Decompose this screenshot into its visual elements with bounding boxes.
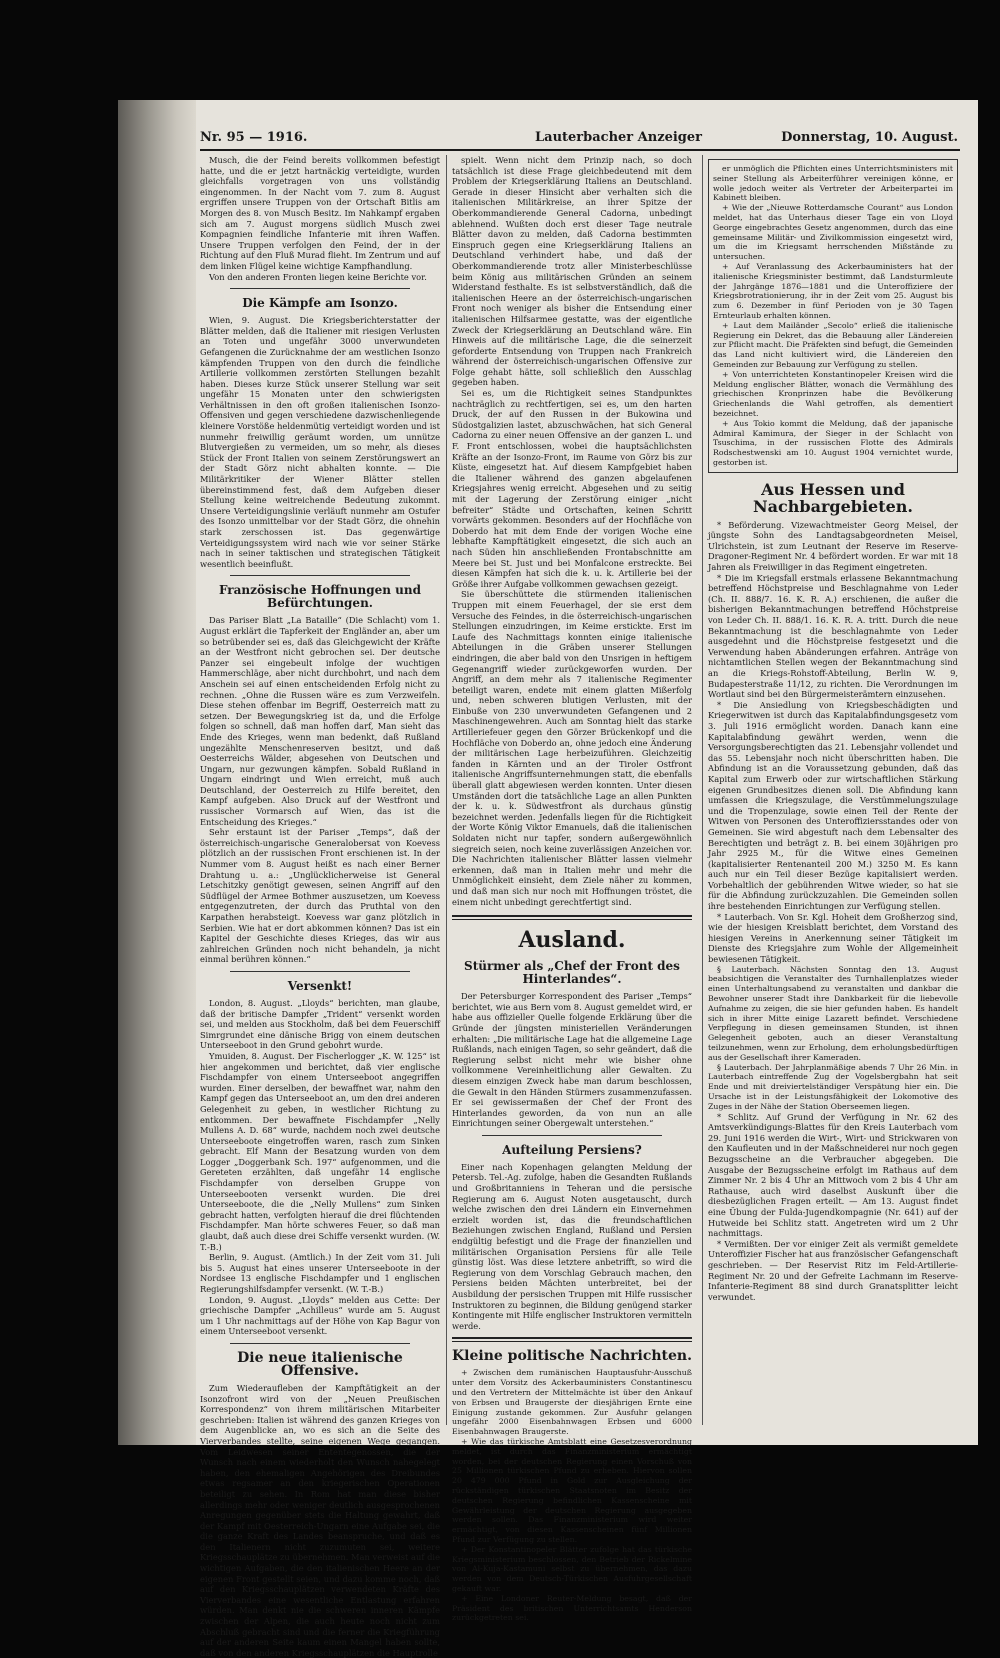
article-text: Berlin, 9. August. (Amtlich.) In der Zeit vom 31. Juli bis 5. August hat eines unserer Unterseeboote in der Nordsee 13 englische Fischdampfer und 1 englischen Regierungshilfsdampfer versenkt. (W. T.-B.) <box>200 1252 440 1294</box>
article-text: * Lauterbach. Von Sr. Kgl. Hoheit dem Großherzog sind, wie der hiesigen Kreisblatt berichtet, dem Vorstand des hiesigen Vereins in Anerkennung seiner Tätigkeit im Dienste des Kriegsjahre zum Wohle der Allgemeinheit bewiesenen Tätigkeit. <box>708 911 958 965</box>
article-text: § Lauterbach. Nächsten Sonntag den 13. August beabsichtigen die Veranstalter des Turnhallenplatzes wieder einen Unterhaltungsabend zu veranstalten und dankbar die Bewohner unserer Stadt ihre Dankbarkeit für die liebevolle Aufnahme zu zeigen, die sie hier gefunden haben. Es handelt sich in ihrer Mitte einige Lazarett befindet. Verschiedene Verpflegung in diesen gemeinsamen Stunden, ist ihnen Gelegenheit geboten, auch an dieser Veranstaltung teilzunehmen, wenn zur Erholung, dem erholungsbedürftigen aus der Gesellschaft ihrer Kameraden. <box>708 964 958 1062</box>
article-heading: Die Kämpfe am Isonzo. <box>242 296 398 311</box>
article-text: Der Petersburger Korrespondent des Pariser „Temps“ berichtet, wie aus Bern vom 8. August gemeldet wird, er habe aus offizieller Quelle folgende Erklärung über die Gründe der jüngsten ministeriellen Veränderungen erhalten: „Die militärische Lage hat die allgemeine Lage Rußlands, nach einigen Tagen, so sehr geändert, daß die Regierung selbst nicht mehr wie bisher ohne vollkommene Vereinheitlichung aller Gewalten. Zu diesem einzigen Zweck habe man darum beschlossen, die Gewalt in den Händen Stürmers zusammenzufassen. Er sei gewissermaßen der Chef der Front des Hinterlandes geworden, da von nun an alle Einrichtungen seiner Obergewalt unterstehen.“ <box>452 991 692 1129</box>
news-item: + Zwischen dem rumänischen Hauptausfuhr-Ausschuß unter dem Vorsitz des Ackerbauministers Constantinescu und den Vertretern der Mittelmächte ist über den Ankauf von Erbsen und Braugerste der diesjährigen Ernte eine Einigung zustande gekommen. Zur Ausfuhr gelangen ungefähr 2000 Eisenbahnwagen Erbsen und 6000 Eisenbahnwagen Braugerste. <box>452 1368 692 1437</box>
divider <box>230 971 410 972</box>
section-heading: Aus Hessen und Nachbargebieten. <box>753 479 913 516</box>
article-text: § Lauterbach. Der Jahrplanmäßige abends 7 Uhr 26 Min. in Lauterbach eintreffende Zug der Vogelsbergbahn hat seit Ende und mit dreiviertelständiger Verspätung hier ein. Die Ursache ist in der Leistungsfähigkeit der Lokomotive des Zuges in der Nähe der Station Oberseemen liegen. <box>708 1062 958 1111</box>
article-text: Sie überschüttete die stürmenden italienischen Truppen mit einem Feuerhagel, der sie erst dem Versuche des Feindes, in die österreichisch-ungarischen Stellungen einzudringen, im Keime erstickte. Erst im Laufe des Nachmittags konnten einige italienische Abteilungen in die Gräben unserer Stellungen eindringen, die aber bald von den Unsrigen in heftigem Gegenangriff wieder zurückgeworfen wurden. Der Angriff, an dem mehr als 7 italienische Regimenter beteiligt waren, endete mit einem glatten Mißerfolg und, neben schweren blutigen Verlusten, mit der Einbuße von 230 unverwundeten Gefangenen und 2 Maschinengewehren. Auch am Sonntag hielt das starke Artilleriefeuer gegen den Görzer Brückenkopf und die Hochfläche von Doberdo an, ohne jedoch eine Änderung der militärischen Lage herbeizuführen. Gleichzeitig fanden in Kärnten und an der Tiroler Ostfront italienische Angriffsunternehmungen statt, die ebenfalls überall glatt abgewiesen werden konnten. Unter diesen Umständen dort die tatsächliche Lage an allen Punkten der k. u. k. Südwestfront als durchaus günstig bezeichnet werden. Jedenfalls liegen für die Richtigkeit der Worte König Viktor Emanuels, daß die italienischen Soldaten nicht nur tapfer, sondern außergewöhnlich siegreich seien, noch keine zuverlässigen Anzeichen vor. Die Nachrichten italienischer Blätter lassen vielmehr erkennen, daß man in Italien mehr und mehr die Unmöglichkeit einsieht, dem Ziele näher zu kommen, und daß man sich nur noch mit Hoffnungen tröstet, die einem nicht unbedingt gerechtfertigt sind. <box>452 589 692 907</box>
news-item: + Wie der „Nieuwe Rotterdamsche Courant“ aus London meldet, hat das Unterhaus dieser Tage ein von Lloyd George eingebrachtes Gesetz angenommen, durch das eine gemeinsame Militär- und Zivilkommission eingesetzt wird, um die im Kriegsamt herrschenden Mißstände zu untersuchen. <box>713 203 953 262</box>
news-box <box>708 159 958 473</box>
section-rule <box>452 1337 692 1342</box>
news-item: + Wie das türkische Amtsblatt eine Gesetzesverordnung meldet, ist durch das Finanzministerium ermächtigt worden, bei der deutschen Regierung einen Vorschuß von 25 Millionen türkischen Pfund zu erheben. Hiervon sollen 20 479 000 Pfund in Gold zur Ausgleichung der rückständigen türkischen Staatsnoten im Besitz der deutschen Regierung befindlichen Kassenscheine mit Gewährleistung der deutschen Regierung ausgegeben werden sollen. Das Finanzministerium wird weiter ermächtigt, von diesen Kassenscheinen fünf Millionen Pfund zur Verfügung zu stellen. <box>452 1436 692 1544</box>
column-1 <box>200 155 440 1658</box>
article-heading: Versenkt! <box>287 978 353 993</box>
divider <box>230 288 410 289</box>
article-heading: Französische Hoffnungen und Befürchtungen. <box>219 583 421 611</box>
article-text: Sei es, um die Richtigkeit seines Standpunktes nachträglich zu rechtfertigen, sei es, um den harten Druck, der auf den Russen in der Bukowina und Südostgalizien lastet, abzuschwächen, hat sich General Cadorna zu einer neuen Offensive an der ganzen L. und F. Front entschlossen, wobei die hauptsächlichsten Kräfte an der Isonzo-Front, im Raume von Görz bis zur Küste, eingesetzt hat. Auf diesem Kampfgebiet haben die Italiener während des ganzen abgelaufenen Kriegsjahres wenig erreicht. Abgesehen und zu seitig mit der Lagerung der Zerstörung einiger „nicht befreiter“ Städte und Ortschaften, keinen Schritt vorwärts gekommen. Besonders auf der Hochfläche von Doberdo hat mit dem Ende der vorigen Woche eine lebhafte Kampftätigkeit eingesetzt, die sich auch an nach Süden hin anschließenden Frontabschnitte am Meere bei St. Just und bei Monfalcone erstreckte. Bei diesen Kämpfen hat sich die k. u. k. Artillerie bei der Größe ihrer Aufgabe vollkommen gewachsen gezeigt. <box>452 388 692 589</box>
article-text: Das Pariser Blatt „La Bataille“ (Die Schlacht) vom 1. August erklärt die Tapferkeit der Engländer an, aber um so betrübender sei es, daß das Gleichgewicht der Kräfte an der Westfront nicht gebrochen sei. Der deutsche Panzer sei eingebeult infolge der wuchtigen Hammerschläge, aber nicht durchbohrt, und nach dem Anschein sei auf einen entscheidenden Erfolg nicht zu rechnen. „Ohne die Russen wäre es zum Verzweifeln. Diese stehen offenbar im Begriff, Oesterreich matt zu setzen. Der Bewegungskrieg ist da, und die Erfolge folgen so schnell, daß man hoffen darf, Man sieht das Ende des Krieges, wenn man bedenkt, daß Rußland ungezählte Menschenreserven besitzt, und daß Oesterreichs Wälder, abgesehen von Deutschen und Ungarn, nur gezwungen kämpfen. Sobald Rußland in Ungarn eindringt und Wien erreicht, muß auch Deutschland, der Oesterreich zu Hilfe bereitet, den Kampf aufgeben. Also Druck auf der Westfront und russischer Vormarsch auf Wien, das ist die Entscheidung des Krieges.“ <box>200 615 440 827</box>
divider <box>482 1135 662 1136</box>
divider <box>230 1343 410 1344</box>
article-text: * Beförderung. Vizewachtmeister Georg Meisel, der jüngste Sohn des Landtagsabgeordneten Meisel, Ulrichstein, ist zum Leutnant der Reserve im Reserve-Dragoner-Regiment Nr. 4 befördert worden. Er war mit 18 Jahren als Freiwilliger in das Regiment eingetreten. <box>708 519 958 573</box>
issue-date: Donnerstag, 10. August. <box>781 130 958 145</box>
article-text: Zum Wiederaufleben der Kampftätigkeit an der Isonzofront wird von der „Neuen Preußischen Korrespondenz“ von ihrem militärischen Mitarbeiter geschrieben: Italien ist während des ganzen Krieges von dem Augenblicke an, wo es sich an die Seite des Vierverbandes stellte, seine eigenen Wege gegangen. Vom Leidwesen seiner Ententegenossen, die der Wunsch nach einem wiederholt den Wunsch nahegelegt haben, den ehemaligen Angehörigen des Dreibundes etwas regsamer an den kriegerischen Operationen beteiligt zu sehen. In Rom hat man diese bisher allerdings mehr oder weniger deutlich ausgesprochenen Anregungen gegenüber stets die Haltung gewahrt, daß der Kampf mit Oesterreich-Ungarn eine Aufgabe sei, die die ganze Kraft des Landes beanspruche, und daß es den Italienern nicht zuzumuten sei, weitere Kriegsschauplätze zu übernehmen. Man verweist auf die wichtigen Aufgaben, die den italienischen Heere an der eigenen Front gestellt seien, und dazu komme noch, daß auf den Kriegsschauplätzen verwendeten Kräfte des Vierverbandes eine wesentliche Entlastung erfahren würden. Man denkt nie die schweren inneren Kämpfe zwischen der Alpen, die auch heute noch nicht zum Abschluß gebracht sind und die ferner die Kriegführung auf der anderen Seite kaum einen Mangel haben sollte, daß von den anderen Kriegsschauplätzen die Hauptrolle <box>200 1382 440 1658</box>
article-text: Einer nach Kopenhagen gelangten Meldung der Petersb. Tel.-Ag. zufolge, haben die Gesandten Rußlands und Großbritanniens in Teheran und die persische Regierung am 6. August Noten ausgetauscht, durch welche zwischen den drei Ländern ein Einvernehmen erzielt worden ist, das die freundschaftlichen Beziehungen zwischen England, Rußland und Persien endgültig befestigt und die Frage der finanziellen und militärischen Organisation Persiens für alle Teile günstig löst. Was diese letztere anbetrifft, so wird die Regierung von dem Vorschlag Gebrauch machen, den Persiens beiden Mächten unterbreitet, bei der Ausbildung der persischen Truppen mit Hilfe russischer Instruktoren zu beginnen, die Bildung genügend starker Kontingente mit Hilfe englischer Instruktoren vermitteln werde. <box>452 1161 692 1331</box>
article-text: * Vermißten. Der vor einiger Zeit als vermißt gemeldete Unteroffizier Fischer hat aus französischer Gefangenschaft geschrieben. — Der Reservist Ritz im Feld-Artillerie-Regiment Nr. 20 und der Gefreite Lachmann im Reserve-Infanterie-Regiment 88 sind durch Granatsplitter leicht verwundet. <box>708 1238 958 1302</box>
news-item: + Auf Veranlassung des Ackerbauministers hat der italienische Kriegsminister bestimmt, daß Landsturmleute der Jahrgänge 1876—1881 und die Unteroffiziere der Kriegsbrotrationierung, ihr in der Zeit vom 25. August bis zum 6. Dezember in fünf Perioden von je 30 Tagen Ernteurlaub erhalten können. <box>713 261 953 320</box>
article-text: London, 8. August. „Lloyds“ berichten, man glaube, daß der britische Dampfer „Trident“ versenkt worden sei, und melden aus Stockholm, daß bei dem Feuerschiff Simrgrundet eine dänische Brigg von einem deutschen Unterseeboot in den Grund gebohrt wurde. <box>200 997 440 1051</box>
news-item: er unmöglich die Pflichten eines Unterrichtsministers mit seiner Stellung als Arbeiterführer vereinigen könne, er wolle jedoch weiter als Vertreter der Arbeiterpartei im Kabinett bleiben. <box>713 164 953 203</box>
news-item: + Aus Tokio kommt die Meldung, daß der japanische Admiral Kamimura, der Sieger in der Schlacht von Tsuschima, in der russischen Flotte des Admirals Rodschestwenski am 10. August 1904 vernichtet wurde, gestorben ist. <box>713 418 953 467</box>
newspaper-title: Lauterbacher Anzeiger <box>535 130 703 145</box>
issue-number: Nr. 95 — 1916. <box>200 130 308 145</box>
article-text: London, 9. August. „Lloyds“ melden aus Cette: Der griechische Dampfer „Achilleus“ wurde am 5. August um 1 Uhr nachmittags auf der Höhe von Kap Bagur von einem Unterseeboot versenkt. <box>200 1294 440 1337</box>
header-rule <box>200 149 960 151</box>
section-rule <box>452 915 692 920</box>
section-heading: Kleine politische Nachrichten. <box>452 1348 692 1365</box>
article-text: * Schlitz. Auf Grund der Verfügung in Nr. 62 des Amtsverkündigungs-Blattes für den Kreis Lauterbach vom 29. Juni 1916 werden die Wirt-, Wirt- und Strickwaren von den Kaufleuten und in der Maßschneiderei nur noch gegen Bezugsscheine an die Verbraucher abgegeben. Die Ausgabe der Bezugsscheine erfolgt im Rathaus auf dem Zimmer Nr. 2 bis 4 Uhr an Mittwoch vom 2 bis 4 Uhr am Rathause, auch wird daselbst Auskunft über die diesbezüglichen Fragen erteilt. — Am 13. August findet eine Übung der Fulda-Jugendkompagnie (Nr. 641) auf der Hutweide bei Schlitz statt. Angetreten wird um 2 Uhr nachmittags. <box>708 1111 958 1239</box>
news-item: + Eine Londoner Reuter-Meldung besagt, daß der Präsident des britischen Unterrichtsamts Henderson zurückgetreten sei. <box>452 1593 692 1623</box>
article-text: Musch, die der Feind bereits vollkommen befestigt hatte, und die er jetzt hartnäckig verteidigte, wurden gleichfalls vorgetragen von uns vollständig eingenommen. In der Nacht vom 7. zum 8. August ergriffen unsere Truppen von der Ortschaft Bitlis am Morgen des 8. von Musch Besitz. Im Nahkampf ergaben sich am 7. August morgens südlich Musch zwei Kompagnien feindliche Infanterie mit ihren Waffen. Unsere Truppen verfolgen den Feind, der in der Richtung auf den Fluß Murad flieht. Im Zentrum und auf dem linken Flügel keine wichtige Kampfhandlung. <box>200 155 440 271</box>
column-divider <box>446 155 447 1425</box>
news-item: + Laut dem Mailänder „Secolo“ erließ die italienische Regierung ein Dekret, das die Bebauung aller Ländereien zur Pflicht macht. Die Präfekten sind befugt, die Gemeinden das Land nicht kultiviert wird, die Ländereien den Gemeinden zur Bebauung zur Verfügung zu stellen. <box>713 320 953 369</box>
section-heading: Ausland. <box>518 927 626 954</box>
news-item: + Der Konstantinopeler Blätter zufolge hat das türkische Kriegsministerium beschlossen, den Betrieb der Rickelmine von Al-Kuja-Kastamuni selbst zu übernehmen, das dazu werden von dem Deutsch-Türkischen Ausfuhrgesellschaft gekauft war. <box>452 1544 692 1593</box>
newspaper-page <box>118 100 978 1658</box>
divider <box>230 575 410 576</box>
article-text: Ymuiden, 8. August. Der Fischerlogger „K. W. 125“ ist hier angekommen und berichtet, daß vier englische Fischdampfer von einem Unterseeboot angegriffen wurden. Einer derselben, der bewaffnet war, nahm den Kampf gegen das Unterseeboot an, um den drei anderen Gelegenheit zu geben, in westlicher Richtung zu entkommen. Der bewaffnete Fischdampfer „Nelly Mullens A. D. 68“ wurde, nachdem noch zwei deutsche Unterseeboote eingetroffen waren, rasch zum Sinken gebracht. Elf Mann der Besatzung wurden von dem Logger „Doggerbank Sch. 197“ aufgenommen, und die Gereteten erzählten, daß ungefähr 14 englische Fischdampfer von derselben Gruppe von Unterseebooten versenkt wurden. Die drei Unterseeboote, die die „Nelly Mullens“ zum Sinken gebracht hatten, verfolgten hierauf die drei flüchtenden Fischdampfer. Man hörte schweres Feuer, so daß man glaubt, daß auch diese drei Schiffe versenkt wurden. (W. T.-B.) <box>200 1050 440 1252</box>
article-text: * Die im Kriegsfall erstmals erlassene Bekanntmachung betreffend Höchstpreise und Beschlagnahme von Leder (Ch. II. 888/7. 16. K. R. A.) erschienen, die außer die bisherigen Bekanntmachungen betreffend Höchstpreise von Leder Ch. II. 888/1. 16. K. R. A. tritt. Durch die neue Bekanntmachung ist die beschlagnahmte von Leder ausgedehnt und die Höchstpreise festgesetzt und die Verwendung haben Abänderungen erfahren. Anträge von nichtamtlichen Stellen wegen der Bekanntmachung sind an die Kriegs-Rohstoff-Abteilung, Berlin W. 9, Budapesterstraße 11/12, zu richten. Die Verordnungen im Wortlaut sind bei den Bürgermeisterämtern einzusehen. <box>708 572 958 700</box>
column-2 <box>452 155 692 1623</box>
article-text: Sehr erstaunt ist der Pariser „Temps“, daß der österreichisch-ungarische Generalobersat von Koevess plötzlich an der russischen Front erschienen ist. In der Nummer vom 8. August heißt es nach einer Berner Drahtung u. a.: „Unglücklicherweise ist General Letschitzky genötigt gewesen, seinen Angriff auf den Südflügel der Armee Bothmer auszusetzen, um Koevess entgegenzutreten, der durch das Pruthtal von den Karpathen herabsteigt. Koevess war ganz plötzlich in Serbien. Wie hat er dort abkommen können? Das ist ein Kapitel der Geschichte dieses Krieges, das wir aus zahlreichen Gründen noch nicht behandeln, ja nicht einmal berühren können.“ <box>200 827 440 965</box>
page-header <box>200 130 958 150</box>
article-heading: Aufteilung Persiens? <box>502 1142 642 1157</box>
book-binding <box>118 100 196 1445</box>
news-item: + Von unterrichteten Konstantinopeler Kreisen wird die Meldung englischer Blätter, wonach die Vermählung des griechischen Kronprinzen habe die Bevölkerung Griechenlands die Wahl getroffen, als dementiert bezeichnet. <box>713 369 953 418</box>
article-text: Von den anderen Fronten liegen keine Berichte vor. <box>209 271 427 282</box>
article-heading: Die neue italienische Offensive. <box>237 1349 403 1379</box>
article-text: Wien, 9. August. Die Kriegsberichterstatter der Blätter melden, daß die Italiener mit riesigen Verlusten an Toten und ungefähr 3000 unverwundeten Gefangenen die Zurücknahme der am westlichen Isonzo kämpfenden Truppen von den durch die feindliche Artillerie vollkommen zerstörten Stellungen bezahlt haben. Dieses kurze Stück unserer Stellung war seit ungefähr 15 Monaten unter den schwierigsten Verhältnissen in den oft großen italienischen Isonzo-Offensiven und gegen verschiedene dazwischenliegende kleinere Vorstöße heldenmütig verteidigt worden und ist nunmehr freiwillig geräumt worden, um unnütze Blutvergießen zu vermeiden, um so mehr, als dieses Stück der Front Italien von seinem Zerstörungswert an der Stadt Görz nicht abhalten konnte. — Die Militärkritiker der Wiener Blätter stellen übereinstimmend fest, daß dem Aufgeben dieser Stellung keine weitreichende Bedeutung zukommt. Unsere Verteidigungslinie verläuft nunmehr am Ostufer des Isonzo unmittelbar vor der Stadt Görz, die ohnehin stark zerschossen ist. Das gegenwärtige Verteidigungssystem wird nach wie vor seiner Stärke nach in seiner taktischen und strategischen Tätigkeit wesentlich beeinflußt. <box>200 315 440 569</box>
article-text: spielt. Wenn nicht dem Prinzip nach, so doch tatsächlich ist diese Frage gleichbedeutend mit dem Problem der Kriegserklärung Italiens an Deutschland. Gerade in dieser Hinsicht aber verhalten sich die italienischen Militärkreise, an ihrer Spitze der Oberkommandierende General Cadorna, unbedingt ablehnend. Wußten doch erst dieser Tage neutrale Blätter davon zu melden, daß Cadorna bestimmten Einspruch gegen eine Kriegserklärung Italiens an Deutschland verhindert habe, und daß der Oberkommandierende trotz aller Ministerbeschlüsse beim König aus militärischen Gründen an seinem Widerstand festhalte. Es ist selbstverständlich, daß die italienischen Heere an der österreichisch-ungarischen Front noch weniger als bisher die Entsendung einer italienischen Hilfsarmee gestatte, was der eigentliche Zweck der Kriegserklärung an Deutschland wäre. Ein Hinweis auf die militärische Lage, die die seinerzeit geforderte Entsendung von Truppen nach Frankreich während der österreichisch-ungarischen Offensive zur Folge gehabt hätte, soll schließlich den Ausschlag gegeben haben. <box>452 155 692 388</box>
column-3 <box>708 155 958 1425</box>
article-text: * Die Ansiedlung von Kriegsbeschädigten und Kriegerwitwen ist durch das Kapitalabfindungsgesetz vom 3. Juli 1916 ermöglicht worden. Danach kann eine Kapitalabfindung gewährt werden, wenn die Versorgungsberechtigten das 21. Lebensjahr vollendet und das 55. Lebensjahr noch nicht überschritten haben. Die Abfindung ist an die Voraussetzung gebunden, daß das Kapital zum Erwerb oder zur wirtschaftlichen Stärkung eigenen Grundbesitzes dienen soll. Die Abfindung kann umfassen die Kriegszulage, die Verstümmelungszulage und die Tropenzulage, sowie einen Teil der Rente der Witwen von Personen des Unteroffiziersstandes oder von Gemeinen. Sie wird abgestuft nach dem Lebensalter des Berechtigten und beträgt z. B. bei einem 30jährigen pro Jahr 2925 M., für die Witwe eines Gemeinen (kapitalisierter Rentenanteil 200 M.) 3250 M. Es kann auch nur ein Teil dieser Bezüge kapitalisiert werden. Vorbehaltlich der gebührenden Witwe wieder, so hat sie für die Abfindung zurückzuzahlen. Die Gemeinden sollen ihre bestehenden Einrichtungen zur Verfügung stellen. <box>708 699 958 912</box>
article-heading: Stürmer als „Chef der Front des Hinterlandes“. <box>464 959 680 987</box>
column-divider <box>702 155 703 1425</box>
